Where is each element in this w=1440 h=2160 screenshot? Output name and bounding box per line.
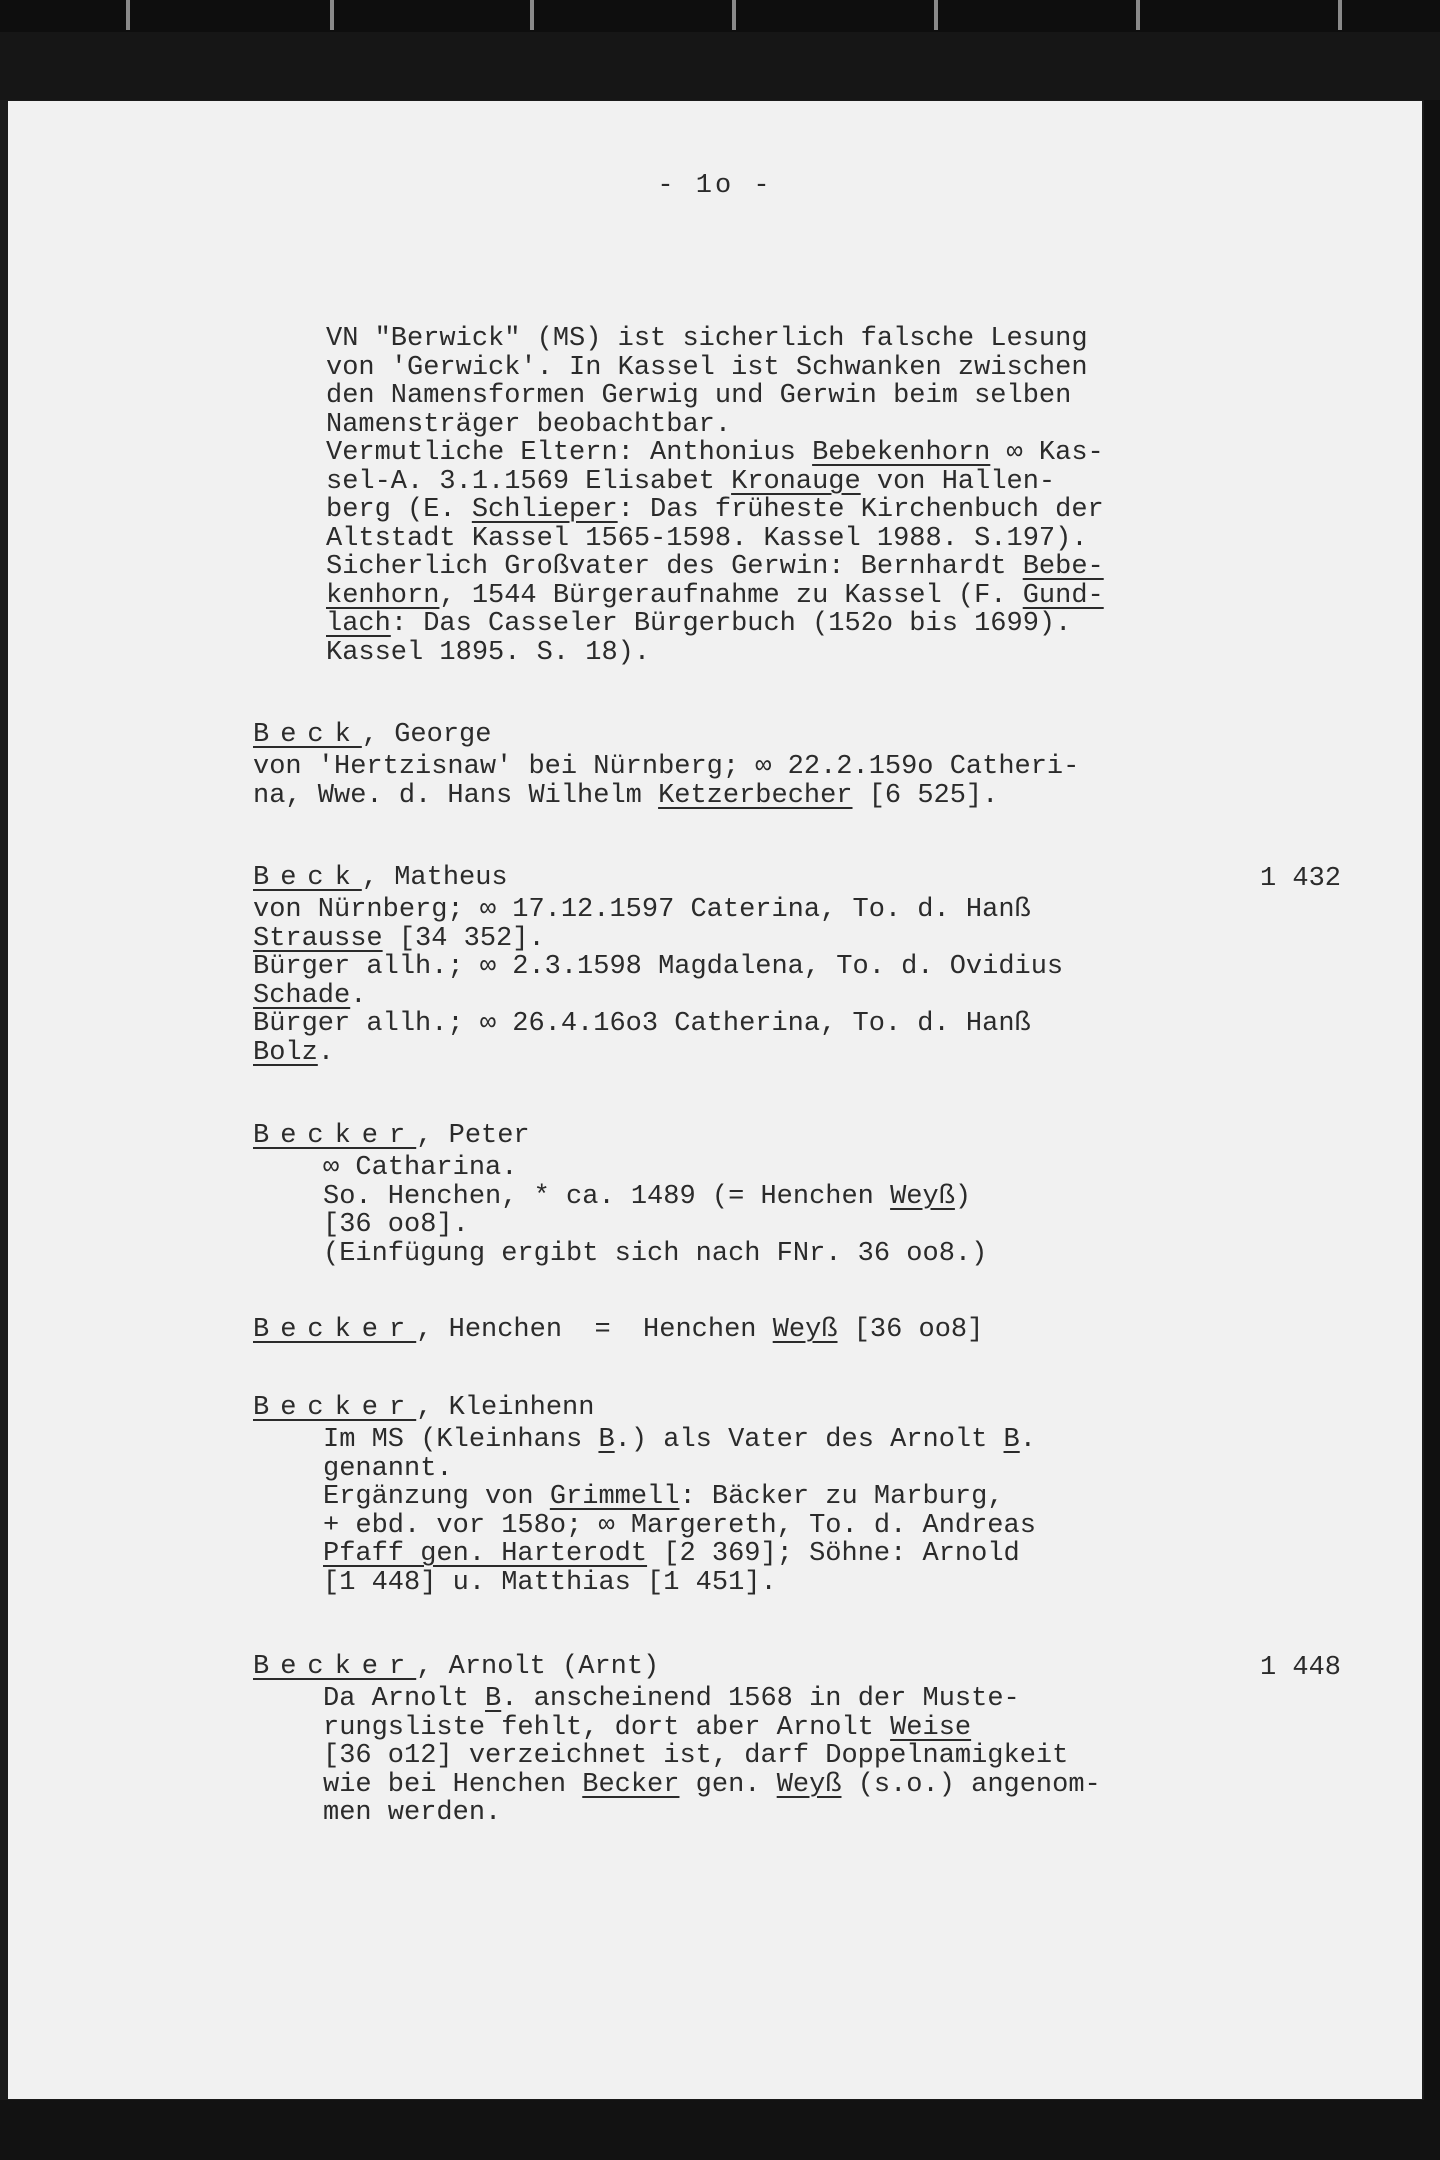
entry-heading <box>253 721 491 750</box>
film-strip-top <box>0 0 1440 32</box>
text-run: : Bäcker zu Marburg, <box>679 1482 1004 1512</box>
film-tick <box>330 0 334 30</box>
text-line <box>323 1540 1036 1569</box>
entry-given-name: , Arnolt (Arnt) <box>416 1652 660 1682</box>
text-run: Altstadt Kassel 1565-1598. Kassel 1988. S.197). <box>326 523 1088 554</box>
text-run: : Das Casseler Bürgerbuch (152o bis 1699). <box>390 609 1072 639</box>
entry-given-name: , Kleinhenn <box>416 1393 595 1423</box>
text-run: , 1544 Bürgeraufnahme zu Kassel (F. <box>439 580 1023 611</box>
text-line <box>326 382 1104 411</box>
film-tick <box>732 0 736 30</box>
text-run: Vermutliche Eltern: Anthonius <box>326 438 813 468</box>
scan-border-right <box>1424 100 1440 2100</box>
text-run: von 'Hertzisnaw' bei Nürnberg; ∞ 22.2.159o Catheri- <box>253 752 1080 782</box>
text-run: rungsliste fehlt, dort aber Arnolt <box>323 1712 891 1743</box>
underlined-name: lach <box>326 609 391 639</box>
text-run: berg (E. <box>326 495 472 525</box>
underlined-name: Weyß <box>890 1181 955 1212</box>
entry-reference: [36 oo8] <box>837 1315 984 1345</box>
text-run: Bürger allh.; ∞ 2.3.1598 Magdalena, To. d. Ovidius <box>253 952 1064 982</box>
text-line <box>326 639 1104 668</box>
text-line <box>323 1455 1036 1484</box>
underlined-name: Ketzerbecher <box>658 780 853 811</box>
text-run: [34 352]. <box>382 923 545 954</box>
text-run: : Das früheste Kirchenbuch der <box>617 495 1104 525</box>
entry-surname: Beck <box>253 720 362 750</box>
underlined-name: Weise <box>890 1712 972 1743</box>
film-tick <box>1338 0 1342 30</box>
underlined-name: Weyß <box>776 1769 842 1800</box>
text-run: gen. <box>679 1769 777 1800</box>
underlined-name: B <box>1003 1425 1020 1455</box>
text-line <box>323 1211 987 1240</box>
text-run: von Hallen- <box>860 466 1056 497</box>
text-line <box>326 610 1104 639</box>
text-run: ∞ Catharina. <box>323 1153 518 1183</box>
film-tick <box>1136 0 1140 30</box>
text-line <box>323 1183 987 1212</box>
text-run: VN "Berwick" (MS) ist sicherlich falsche Lesung <box>326 324 1088 354</box>
text-run: Da Arnolt <box>323 1684 486 1714</box>
entry-heading <box>253 1316 983 1345</box>
underlined-name: B <box>598 1425 615 1455</box>
text-run: Sicherlich Großvater des Gerwin: Bernhardt <box>326 552 1023 582</box>
scan-border-bottom <box>0 2100 1440 2160</box>
entry-surname: Beck <box>253 863 362 893</box>
underlined-name: Strausse <box>253 923 383 954</box>
entry-heading <box>253 1394 594 1423</box>
text-run: [2 369]; Söhne: Arnold <box>647 1539 1020 1569</box>
entry-body <box>323 1426 1036 1597</box>
text-run: . <box>317 1037 335 1068</box>
text-line <box>326 553 1104 582</box>
text-line <box>323 1771 1101 1800</box>
text-run: men werden. <box>323 1798 502 1828</box>
text-line <box>326 354 1104 383</box>
text-line <box>323 1426 1036 1455</box>
text-run: na, Wwe. d. Hans Wilhelm <box>253 780 659 811</box>
text-line <box>323 1240 987 1269</box>
text-run: .) als Vater des Arnolt <box>614 1425 1004 1455</box>
film-tick <box>126 0 130 30</box>
text-run: wie bei Henchen <box>323 1769 583 1800</box>
text-run: [36 o12] verzeichnet ist, darf Doppelnamigkeit <box>323 1741 1069 1771</box>
text-line <box>253 896 1063 925</box>
text-line <box>326 525 1104 554</box>
entry-heading <box>253 1122 530 1151</box>
text-line <box>323 1685 1101 1714</box>
text-run: Bürger allh.; ∞ 26.4.16o3 Catherina, To. d. Hanß <box>253 1009 1031 1039</box>
text-run: So. Henchen, * ca. 1489 (= Henchen <box>323 1181 891 1212</box>
entry-body <box>253 896 1063 1067</box>
entry-heading <box>253 864 508 893</box>
text-line <box>253 782 1079 811</box>
entry-body <box>253 753 1079 810</box>
film-tick <box>934 0 938 30</box>
text-line <box>326 468 1104 497</box>
underlined-name: Bolz <box>253 1037 318 1068</box>
text-run: . anscheinend 1568 in der Muste- <box>501 1684 1020 1714</box>
text-run: ∞ Kas- <box>990 438 1104 468</box>
text-run: . <box>350 980 367 1011</box>
underlined-name: Becker <box>582 1769 680 1800</box>
text-line <box>323 1714 1101 1743</box>
text-run: [1 448] u. Matthias [1 451]. <box>323 1567 777 1598</box>
text-run: sel-A. 3.1.1569 Elisabet <box>326 466 732 497</box>
text-run: [6 525]. <box>852 780 999 811</box>
text-run: Im MS (Kleinhans <box>323 1425 599 1455</box>
text-run: Kassel 1895. S. 18). <box>326 637 651 668</box>
text-line <box>323 1742 1101 1771</box>
text-line <box>326 411 1104 440</box>
underlined-name: Bebe- <box>1022 552 1104 582</box>
text-run: Namensträger beobachtbar. <box>326 409 732 440</box>
entry-given-name: , Peter <box>416 1121 530 1151</box>
text-run: . <box>1019 1425 1036 1455</box>
text-run: von 'Gerwick'. In Kassel ist Schwanken zwischen <box>326 352 1088 383</box>
text-line <box>326 325 1104 354</box>
entry-surname: Becker <box>253 1315 417 1345</box>
text-run: (s.o.) angenom- <box>841 1769 1101 1800</box>
text-run: [36 oo8]. <box>323 1210 469 1240</box>
entry-given-name: , Henchen = Henchen <box>416 1315 773 1345</box>
entry-given-name: , Matheus <box>361 863 508 893</box>
text-line <box>253 1010 1063 1039</box>
text-run: + ebd. vor 158o; ∞ Margereth, To. d. Andreas <box>323 1510 1036 1541</box>
text-line <box>323 1569 1036 1598</box>
text-run: ) <box>954 1181 972 1212</box>
text-run: genannt. <box>323 1453 453 1484</box>
film-tick <box>530 0 534 30</box>
text-line <box>326 439 1104 468</box>
underlined-name: Pfaff gen. Harterodt <box>323 1539 648 1569</box>
text-line <box>253 925 1063 954</box>
text-run: von Nürnberg; ∞ 17.12.1597 Caterina, To. d. Hanß <box>253 895 1031 925</box>
underlined-name: Weyß <box>772 1315 838 1345</box>
underlined-name: Grimmell <box>549 1482 680 1512</box>
entry-surname: Becker <box>253 1121 417 1151</box>
underlined-name: Bebekenhorn <box>812 438 991 468</box>
text-run: den Namensformen Gerwig und Gerwin beim selben <box>326 381 1072 411</box>
entry-surname: Becker <box>253 1652 417 1682</box>
text-line <box>253 953 1063 982</box>
entry-heading <box>253 1653 659 1682</box>
underlined-name: Kronauge <box>731 466 861 497</box>
document-page <box>8 101 1422 2099</box>
text-line <box>323 1512 1036 1541</box>
entry-given-name: , George <box>361 720 492 750</box>
text-line <box>326 496 1104 525</box>
text-line <box>323 1154 987 1183</box>
note-block <box>326 325 1104 667</box>
entry-surname: Becker <box>253 1393 417 1423</box>
entry-body <box>323 1685 1101 1828</box>
underlined-name: Gund- <box>1022 580 1104 611</box>
text-line <box>253 982 1063 1011</box>
text-run: (Einfügung ergibt sich nach FNr. 36 oo8.) <box>323 1238 988 1269</box>
text-run: Ergänzung von <box>323 1482 550 1512</box>
entry-body <box>323 1154 987 1268</box>
family-number: 1 432 <box>1260 864 1342 894</box>
text-line <box>323 1483 1036 1512</box>
underlined-name: B <box>485 1684 502 1714</box>
text-line <box>253 753 1079 782</box>
scan-border-top <box>0 32 1440 100</box>
text-line <box>253 1039 1063 1068</box>
text-line <box>326 582 1104 611</box>
family-number: 1 448 <box>1260 1653 1342 1683</box>
underlined-name: Schade <box>253 980 351 1011</box>
underlined-name: kenhorn <box>326 580 440 611</box>
text-line <box>323 1799 1101 1828</box>
page-number: - 1o - <box>657 171 773 201</box>
underlined-name: Schlieper <box>471 495 618 525</box>
